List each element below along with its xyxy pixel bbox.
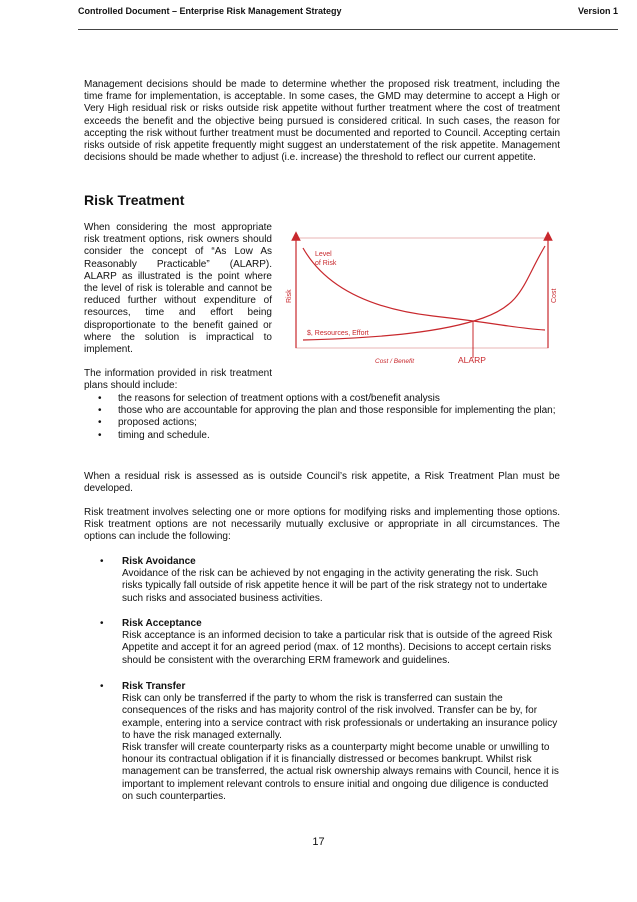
residual-risk-paragraph: When a residual risk is assessed as is outside Council’s risk appetite, a Risk Treatment Plan must be developed.	[84, 471, 560, 495]
x-axis-label: Cost / Benefit	[375, 358, 415, 365]
list-item-text: proposed actions;	[118, 417, 197, 429]
document-title: Controlled Document – Enterprise Risk Management Strategy	[78, 6, 342, 16]
info-paragraph: The information provided in risk treatment plans should include:	[84, 368, 272, 392]
list-item-text: timing and schedule.	[118, 429, 210, 441]
option-risk-acceptance	[84, 618, 560, 667]
list-item	[84, 417, 560, 429]
option-risk-avoidance	[84, 556, 560, 605]
management-decisions-paragraph: Management decisions should be made to determine whether the proposed risk treatment, including the time frame for implementation, is acceptable. In some cases, the GMD may determine to accept a High or Very High residual risk or risks outside risk appetite without further treatment where the cost of treatment exceeds the benefit and the objective being pursued is considered critical. In such cases, the reason for accepting the risk without further treatment must be documented and reported to Council. Accepting certain risks outside of risk appetite frequently might suggest an understatement of the risk appetite. Management decisions should be made whether to adjust (i.e. increase) the threshold to reflect our current appetite.	[84, 79, 560, 164]
cost-curve-label: $, Resources, Effort	[307, 330, 369, 337]
section-heading: Risk Treatment	[84, 192, 185, 208]
list-item-text: the reasons for selection of treatment options with a cost/benefit analysis	[118, 393, 440, 404]
list-item	[84, 405, 560, 417]
options-paragraph: Risk treatment involves selecting one or more options for modifying risks and implementing those options. Risk treatment options are not necessarily mutually exclusive or appropriate in all circumstances. The options can include the following:	[84, 507, 560, 543]
list-item-text: those who are accountable for approving the plan and those responsible for implementing the plan;	[118, 405, 556, 417]
alarp-label: ALARP	[458, 355, 486, 365]
option-title: Risk Acceptance	[122, 618, 202, 629]
bullet-icon: •	[100, 556, 104, 567]
level-label-1: Level	[315, 251, 332, 258]
list-item	[84, 393, 560, 405]
alarp-diagram-svg	[283, 228, 561, 370]
list-item	[84, 430, 560, 442]
bullet-icon: •	[100, 618, 104, 629]
bullet-icon: •	[98, 405, 102, 417]
option-body-continued: Risk transfer will create counterparty risks as a counterparty might become unable or unwilling to honour its contractual obligation if it is financially distressed or becomes bankrupt. Whilst risk management can be transferred, the actual risk ownership always remains with Council, hence it is important to implement relevant controls to ensure initial and ongoing due diligence is conducted on such counterparties.	[122, 742, 559, 802]
cost-axis-label: Cost	[551, 288, 558, 303]
option-title: Risk Transfer	[122, 681, 186, 692]
risk-axis-label: Risk	[286, 289, 293, 303]
option-body: Avoidance of the risk can be achieved by not engaging in the activity generating the risk. Such risks typically fall outside of risk appetite hence it will be part of the risk strategy not to undertake such risks and associated business activities.	[122, 568, 548, 604]
option-body: Risk can only be transferred if the party to whom the risk is transferred can sustain the consequences of the risks and has majority control of the risk involved. Transfer can be by, for example, entering into a service contract with risk professionals or undertaking an insurance policy to have the risk managed externally.	[122, 693, 558, 741]
document-header	[78, 6, 618, 20]
header-divider	[78, 29, 618, 30]
page-number: 17	[312, 836, 325, 848]
option-risk-transfer	[84, 681, 560, 803]
bullet-icon: •	[98, 393, 102, 404]
bullet-icon: •	[100, 681, 104, 692]
alarp-paragraph: When considering the most appropriate risk treatment options, risk owners should consider the concept of “As Low As Reasonably Practicable” (ALARP). ALARP as illustrated is the point where the level of risk is tolerable and cannot be reduced further without expenditure of resources, time and effort being disproportionate to the benefit gained or where the solution is impractical to implement.	[84, 222, 272, 356]
treatment-plan-list	[84, 393, 560, 442]
option-title: Risk Avoidance	[122, 556, 196, 567]
option-body: Risk acceptance is an informed decision to take a particular risk that is outside of the agreed Risk Appetite and accept it for an agreed period (max. of 12 months). Decisions to accept certain risks should be consistent with the overarching ERM framework and guidelines.	[122, 630, 553, 666]
level-of-risk-curve	[303, 248, 545, 330]
bullet-icon: •	[98, 429, 102, 441]
bullet-icon: •	[98, 417, 102, 429]
level-label-2: of Risk	[315, 260, 337, 267]
document-version: Version 1	[577, 6, 618, 16]
alarp-diagram	[283, 228, 561, 370]
